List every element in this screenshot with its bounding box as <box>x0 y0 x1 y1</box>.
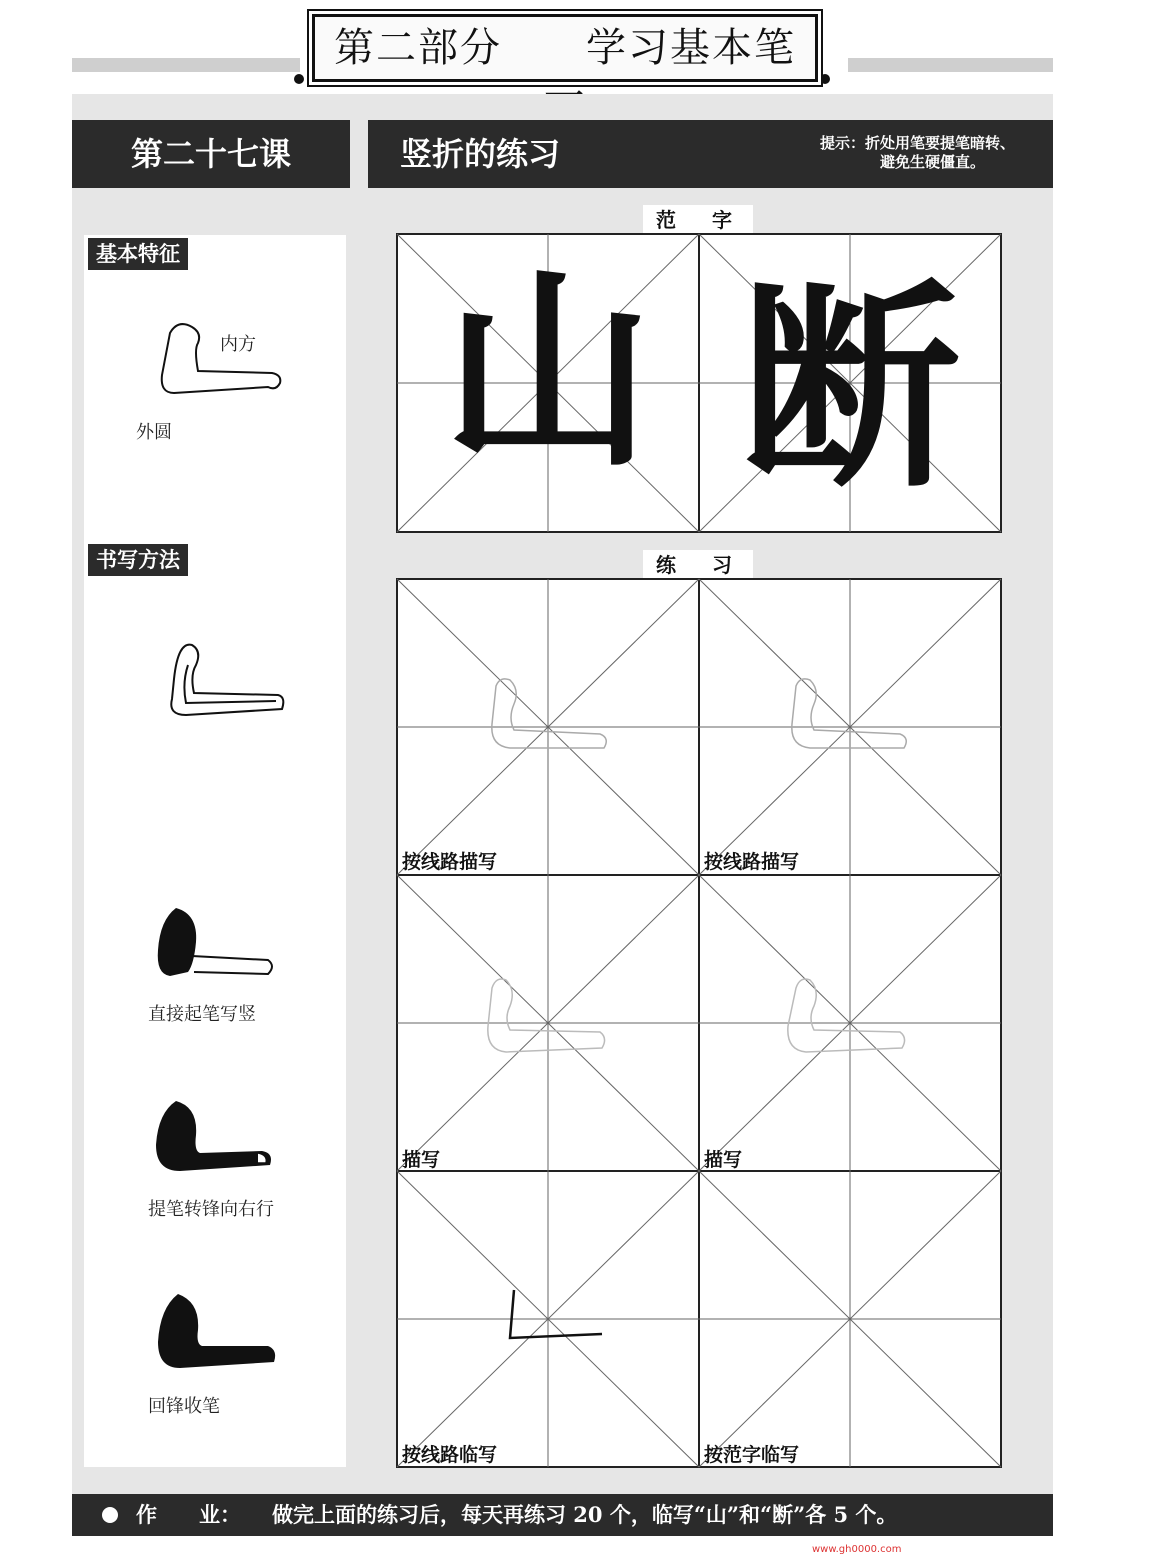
lesson-number: 第二十七课 <box>72 120 350 188</box>
model-char-1: 山 <box>442 248 654 495</box>
step-1-figure <box>150 900 290 990</box>
practice-cell-6-label: 按范字临写 <box>704 1444 800 1466</box>
step-2-caption: 提笔转锋向右行 <box>148 1199 274 1220</box>
homework-label: 作 业： <box>136 1502 241 1527</box>
header-rule-left <box>72 58 300 72</box>
bullet-icon <box>102 1507 118 1523</box>
practice-grid <box>396 578 1002 1468</box>
step-2-figure <box>150 1095 290 1185</box>
practice-cell-2-label: 按线路描写 <box>704 851 800 873</box>
header-dot-left <box>294 74 304 84</box>
practice-label: 练 习 <box>643 550 753 580</box>
practice-cell-5-label: 按线路临写 <box>402 1444 498 1466</box>
practice-cell-3-label: 描写 <box>402 1149 441 1171</box>
model-grid <box>396 233 1002 533</box>
lesson-topic: 竖折的练习 <box>400 135 561 173</box>
method-label: 书写方法 <box>88 544 188 576</box>
header-dot-right <box>820 74 830 84</box>
lesson-topic-bar <box>368 120 1053 188</box>
part-title: 第二部分 学习基本笔 <box>334 25 796 71</box>
features-label: 基本特征 <box>88 238 188 270</box>
step-3-caption: 回锋收笔 <box>148 1396 220 1417</box>
step-3-figure <box>150 1290 290 1380</box>
model-char-2: 断 <box>739 258 961 517</box>
homework-text: 做完上面的练习后，每天再练习 20 个，临写“山”和“断”各 5 个。 <box>272 1502 898 1527</box>
practice-cell-4-label: 描写 <box>704 1149 743 1171</box>
model-label: 范 字 <box>643 205 753 235</box>
part-title-box <box>312 14 818 82</box>
tip-line-2: 避免生硬僵直。 <box>880 153 986 171</box>
homework-bar <box>72 1494 1053 1536</box>
lesson-tip <box>820 134 1015 172</box>
left-column <box>84 235 346 1467</box>
watermark: www.gh0000.com <box>812 1544 902 1555</box>
stroke-path-figure <box>160 635 300 725</box>
step-1-caption: 直接起笔写竖 <box>148 1004 256 1025</box>
header-rule-right <box>848 58 1053 72</box>
stroke-outline-figure <box>150 315 290 405</box>
outer-label: 外圆 <box>136 422 172 443</box>
tip-line-1: 提示：折处用笔要提笔暗转、 <box>820 134 1016 152</box>
practice-cell-1-label: 按线路描写 <box>402 851 498 873</box>
inner-label: 内方 <box>220 334 256 355</box>
